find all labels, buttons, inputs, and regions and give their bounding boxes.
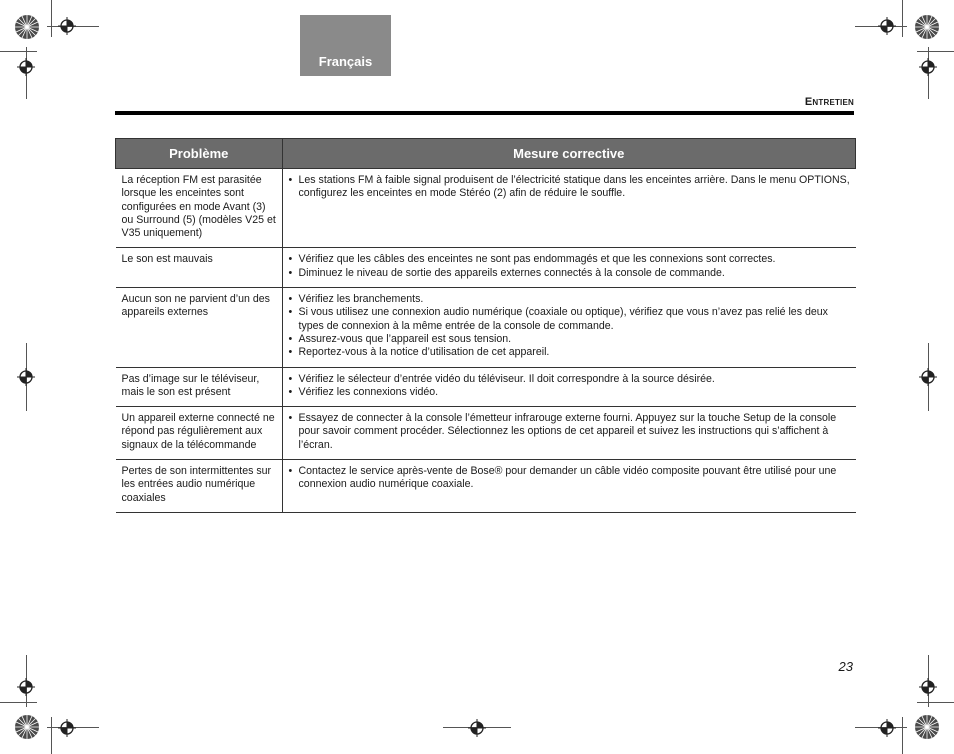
crop-mark [51,717,52,754]
problem-cell: Le son est mauvais [116,248,283,288]
table-row [116,288,856,367]
problem-cell: Aucun son ne parvient d’un des appareils externes [116,288,283,367]
registration-target-icon [919,58,937,76]
table-body [116,169,856,513]
problem-cell: La réception FM est parasitée lorsque les enceintes sont configurées en mode Avant (3) ou Surround (5) (modèles V25 et V35 uniquement) [116,169,283,248]
registration-target-icon [468,719,486,737]
registration-target-icon [17,368,35,386]
table-header-row [116,139,856,169]
running-head: Entretien [804,96,854,108]
registration-target-icon [919,368,937,386]
remedy-item: • Essayez de connecter à la console l’émetteur infrarouge externe fourni. Appuyez sur la touche Setup de la console pour savoir comment procéder. Sélectionnez les options de cet appareil et suivez les instructions qui s’affichent à l’écran. [289,412,852,452]
remedy-item: • Si vous utilisez une connexion audio numérique (coaxiale ou optique), vérifiez que vous n’avez pas relié les deux types de connexion à la même entrée de la console de commande. [289,306,852,333]
remedy-cell [282,248,856,288]
language-tab-label: Français [318,54,373,69]
troubleshooting-table [115,138,856,513]
crop-mark [0,702,37,703]
crop-mark [0,51,37,52]
remedy-item: • Diminuez le niveau de sortie des appareils externes connectés à la console de commande. [289,267,852,280]
remedy-item: • Assurez-vous que l’appareil est sous tension. [289,333,852,346]
table-row [116,460,856,513]
crop-mark [902,0,903,37]
star-target-icon [914,714,940,740]
column-header-remedy: Mesure corrective [282,139,856,169]
remedy-item: • Vérifiez les connexions vidéo. [289,386,852,399]
column-header-problem: Problème [116,139,283,169]
header-rule [115,111,854,115]
remedy-item: • Vérifiez les branchements. [289,293,852,306]
remedy-item: • Vérifiez que les câbles des enceintes ne sont pas endommagés et que les connexions sont correctes. [289,253,852,266]
table-row [116,367,856,407]
star-target-icon [914,14,940,40]
remedy-item: • Vérifiez le sélecteur d’entrée vidéo du téléviseur. Il doit correspondre à la source désirée. [289,373,852,386]
registration-target-icon [58,719,76,737]
table-row [116,407,856,460]
crop-mark [902,717,903,754]
remedy-item: • Contactez le service après-vente de Bose® pour demander un câble vidéo composite pouvant être utilisé pour une connexion audio numérique coaxiale. [289,465,852,492]
remedy-item: • Reportez-vous à la notice d’utilisation de cet appareil. [289,346,852,359]
registration-target-icon [878,17,896,35]
remedy-cell [282,367,856,407]
star-target-icon [14,14,40,40]
crop-mark [917,51,954,52]
remedy-cell [282,288,856,367]
registration-target-icon [919,678,937,696]
remedy-cell [282,407,856,460]
crop-mark [917,702,954,703]
problem-cell: Un appareil externe connecté ne répond pas régulièrement aux signaux de la télécommande [116,407,283,460]
remedy-cell [282,169,856,248]
registration-target-icon [878,719,896,737]
registration-target-icon [58,17,76,35]
registration-target-icon [17,678,35,696]
table-row [116,169,856,248]
problem-cell: Pertes de son intermittentes sur les entrées audio numérique coaxiales [116,460,283,513]
table-row [116,248,856,288]
problem-cell: Pas d’image sur le téléviseur, mais le son est présent [116,367,283,407]
remedy-item: • Les stations FM à faible signal produisent de l’électricité statique dans les enceintes arrière. Dans le menu OPTIONS, configurez les enceintes en mode Stéréo (2) afin de réduire le souffle. [289,174,852,201]
star-target-icon [14,714,40,740]
registration-target-icon [17,58,35,76]
page-number: 23 [838,659,853,674]
remedy-cell [282,460,856,513]
crop-mark [51,0,52,37]
language-tab [300,15,391,76]
